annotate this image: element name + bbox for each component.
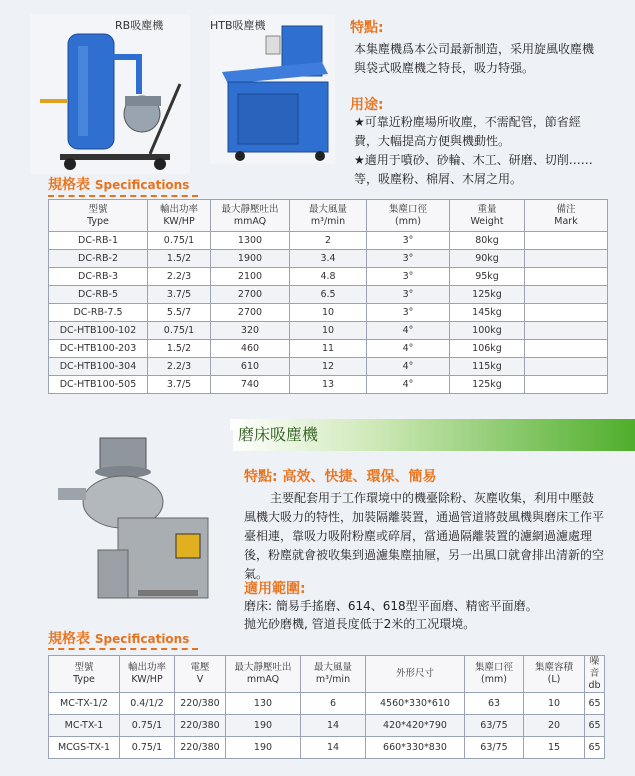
table-cell: 12 bbox=[290, 358, 367, 376]
grinder-scope-title: 適用範圍: bbox=[244, 581, 306, 597]
spec1-header: 最大風量 m³/min bbox=[290, 200, 367, 232]
table-cell: DC-RB-5 bbox=[49, 286, 148, 304]
table-cell: 20 bbox=[524, 715, 585, 737]
table-cell bbox=[525, 304, 608, 322]
table-cell bbox=[525, 340, 608, 358]
table-cell: MC-TX-1 bbox=[49, 715, 120, 737]
spec2-header: 電壓 V bbox=[175, 656, 226, 693]
table-cell: 2100 bbox=[211, 268, 290, 286]
grinder-scope-line-2: 抛光砂磨機, 管道長度低于2米的工况環境。 bbox=[244, 617, 476, 631]
htb-collector-image bbox=[210, 14, 335, 164]
table-cell: 3.4 bbox=[290, 250, 367, 268]
table-cell: DC-HTB100-102 bbox=[49, 322, 148, 340]
table-cell: DC-RB-7.5 bbox=[49, 304, 148, 322]
table-cell: 125kg bbox=[450, 286, 525, 304]
spec1-table bbox=[48, 199, 608, 394]
grinder-banner: 磨床吸塵機 bbox=[230, 419, 635, 451]
table-cell: 220/380 bbox=[175, 737, 226, 759]
table-row bbox=[49, 715, 605, 737]
table-cell: 4560*330*610 bbox=[366, 693, 465, 715]
spec1-header: 最大靜壓吐出 mmAQ bbox=[211, 200, 290, 232]
table-cell: 100kg bbox=[450, 322, 525, 340]
table-cell: 106kg bbox=[450, 340, 525, 358]
table-cell: 2700 bbox=[211, 304, 290, 322]
table-row bbox=[49, 250, 608, 268]
table-cell: 65 bbox=[585, 737, 605, 759]
table-cell: 130 bbox=[226, 693, 301, 715]
table-cell bbox=[525, 286, 608, 304]
table-cell: DC-RB-3 bbox=[49, 268, 148, 286]
table-cell: 4° bbox=[367, 340, 450, 358]
table-cell: 2700 bbox=[211, 286, 290, 304]
table-cell: 0.4/1/2 bbox=[120, 693, 175, 715]
table-cell: 65 bbox=[585, 715, 605, 737]
table-cell: 90kg bbox=[450, 250, 525, 268]
table-cell: 190 bbox=[226, 737, 301, 759]
table-cell: 3° bbox=[367, 304, 450, 322]
rb-label: RB吸塵機 bbox=[115, 19, 164, 32]
spec1-header: 備注 Mark bbox=[525, 200, 608, 232]
grinder-features-text: 主要配套用于工作環境中的機臺除粉、灰塵收集，利用中壓鼓風機大吸力的特性，加裝隔離裝置，通過管道將鼓風機與磨床工作平臺相連，靠吸力吸附粉塵或碎屑，當通過隔離裝置的濾網過濾處理後，粉塵就會被收集到過濾集塵抽屜，另一出風口就會排出清新的空氣。 bbox=[244, 491, 605, 581]
uses-item-2: ★適用于噴砂、砂輪、木工、研磨、切削……等，吸塵粉、棉屑、木屑之用。 bbox=[354, 153, 593, 186]
table-row bbox=[49, 376, 608, 394]
spec2-title-en: Specifications bbox=[94, 632, 190, 646]
spec2-table bbox=[48, 655, 605, 759]
table-cell: 660*330*830 bbox=[366, 737, 465, 759]
table-cell: 0.75/1 bbox=[148, 232, 211, 250]
table-cell: 610 bbox=[211, 358, 290, 376]
table-cell: 14 bbox=[301, 737, 366, 759]
table-cell: 10 bbox=[524, 693, 585, 715]
table-cell: 1300 bbox=[211, 232, 290, 250]
table-cell: 125kg bbox=[450, 376, 525, 394]
table-row bbox=[49, 304, 608, 322]
table-cell: 4° bbox=[367, 358, 450, 376]
uses-title: 用途: bbox=[350, 97, 384, 113]
table-cell: 3° bbox=[367, 268, 450, 286]
table-cell: 80kg bbox=[450, 232, 525, 250]
spec1-header: 型號 Type bbox=[49, 200, 148, 232]
spec2-header: 輸出功率 KW/HP bbox=[120, 656, 175, 693]
table-cell: 4° bbox=[367, 322, 450, 340]
table-cell: 0.75/1 bbox=[148, 322, 211, 340]
table-cell: 13 bbox=[290, 376, 367, 394]
table-row bbox=[49, 693, 605, 715]
table-cell: 1.5/2 bbox=[148, 340, 211, 358]
table-cell: 3° bbox=[367, 250, 450, 268]
spec2-header: 最大風量 m³/min bbox=[301, 656, 366, 693]
table-cell: 3.7/5 bbox=[148, 286, 211, 304]
table-row bbox=[49, 286, 608, 304]
spec1-title-en: Specifications bbox=[94, 178, 190, 192]
table-cell: 320 bbox=[211, 322, 290, 340]
table-cell: 6.5 bbox=[290, 286, 367, 304]
table-cell: 420*420*790 bbox=[366, 715, 465, 737]
table-cell bbox=[525, 268, 608, 286]
table-cell: 10 bbox=[290, 322, 367, 340]
grinder-scope-line-1: 磨床: 簡易手搖磨、614、618型平面磨、精密平面磨。 bbox=[244, 599, 538, 613]
table-cell: 14 bbox=[301, 715, 366, 737]
table-cell: MC-TX-1/2 bbox=[49, 693, 120, 715]
table-cell: 740 bbox=[211, 376, 290, 394]
table-cell: 460 bbox=[211, 340, 290, 358]
table-cell: 1900 bbox=[211, 250, 290, 268]
spec2-header: 集塵口徑 (mm) bbox=[465, 656, 524, 693]
table-cell: 63 bbox=[465, 693, 524, 715]
table-cell: MCGS-TX-1 bbox=[49, 737, 120, 759]
table-cell: 95kg bbox=[450, 268, 525, 286]
table-cell: DC-HTB100-304 bbox=[49, 358, 148, 376]
table-cell: 10 bbox=[290, 304, 367, 322]
table-row bbox=[49, 340, 608, 358]
table-cell: 1.5/2 bbox=[148, 250, 211, 268]
table-cell: 65 bbox=[585, 693, 605, 715]
table-cell: 63/75 bbox=[465, 737, 524, 759]
table-cell: 4.8 bbox=[290, 268, 367, 286]
table-cell: 220/380 bbox=[175, 693, 226, 715]
spec2-header: 集塵容積 (L) bbox=[524, 656, 585, 693]
spec2-title-cn: 規格表 bbox=[48, 631, 90, 647]
table-cell: 6 bbox=[301, 693, 366, 715]
table-cell: 190 bbox=[226, 715, 301, 737]
spec2-header: 外形尺寸 bbox=[366, 656, 465, 693]
features-title: 特點: bbox=[350, 20, 384, 36]
table-cell: DC-RB-2 bbox=[49, 250, 148, 268]
table-cell: 3.7/5 bbox=[148, 376, 211, 394]
table-row bbox=[49, 358, 608, 376]
table-cell: 4° bbox=[367, 376, 450, 394]
spec2-header: 噪音 db bbox=[585, 656, 605, 693]
table-cell: 115kg bbox=[450, 358, 525, 376]
table-cell bbox=[525, 322, 608, 340]
table-cell: 2.2/3 bbox=[148, 268, 211, 286]
uses-item-1: ★可靠近粉塵場所收塵，不需配管，節省經費，大幅提高方便與機動性。 bbox=[354, 115, 581, 148]
table-cell: DC-HTB100-203 bbox=[49, 340, 148, 358]
table-cell bbox=[525, 250, 608, 268]
table-row bbox=[49, 737, 605, 759]
table-row bbox=[49, 232, 608, 250]
table-cell: 15 bbox=[524, 737, 585, 759]
spec1-header: 輸出功率 KW/HP bbox=[148, 200, 211, 232]
table-cell: 2.2/3 bbox=[148, 358, 211, 376]
table-row bbox=[49, 268, 608, 286]
table-cell: 220/380 bbox=[175, 715, 226, 737]
table-cell bbox=[525, 232, 608, 250]
grinder-collector-image bbox=[58, 430, 233, 610]
table-cell: 63/75 bbox=[465, 715, 524, 737]
features-text: 本集塵機爲本公司最新制造，采用旋風收塵機與袋式吸塵機之特長，吸力特强。 bbox=[354, 42, 595, 75]
htb-label: HTB吸塵機 bbox=[210, 19, 266, 32]
table-cell: 11 bbox=[290, 340, 367, 358]
spec2-header: 型號 Type bbox=[49, 656, 120, 693]
table-cell: 2 bbox=[290, 232, 367, 250]
spec2-header: 最大靜壓吐出 mmAQ bbox=[226, 656, 301, 693]
spec1-title-cn: 規格表 bbox=[48, 177, 90, 193]
spec1-underline bbox=[48, 195, 198, 197]
table-cell: DC-RB-1 bbox=[49, 232, 148, 250]
table-cell: 145kg bbox=[450, 304, 525, 322]
table-cell: DC-HTB100-505 bbox=[49, 376, 148, 394]
table-cell: 0.75/1 bbox=[120, 715, 175, 737]
spec1-header: 集塵口徑 (mm) bbox=[367, 200, 450, 232]
rb-collector-image bbox=[30, 14, 190, 174]
grinder-features-title: 特點: 高效、快捷、環保、簡易 bbox=[244, 469, 437, 485]
spec1-title bbox=[48, 174, 189, 194]
table-cell bbox=[525, 376, 608, 394]
spec2-underline bbox=[48, 648, 198, 650]
table-cell bbox=[525, 358, 608, 376]
table-cell: 5.5/7 bbox=[148, 304, 211, 322]
spec2-title bbox=[48, 628, 189, 648]
table-row bbox=[49, 322, 608, 340]
table-cell: 3° bbox=[367, 286, 450, 304]
spec1-header: 重量 Weight bbox=[450, 200, 525, 232]
table-cell: 3° bbox=[367, 232, 450, 250]
table-cell: 0.75/1 bbox=[120, 737, 175, 759]
